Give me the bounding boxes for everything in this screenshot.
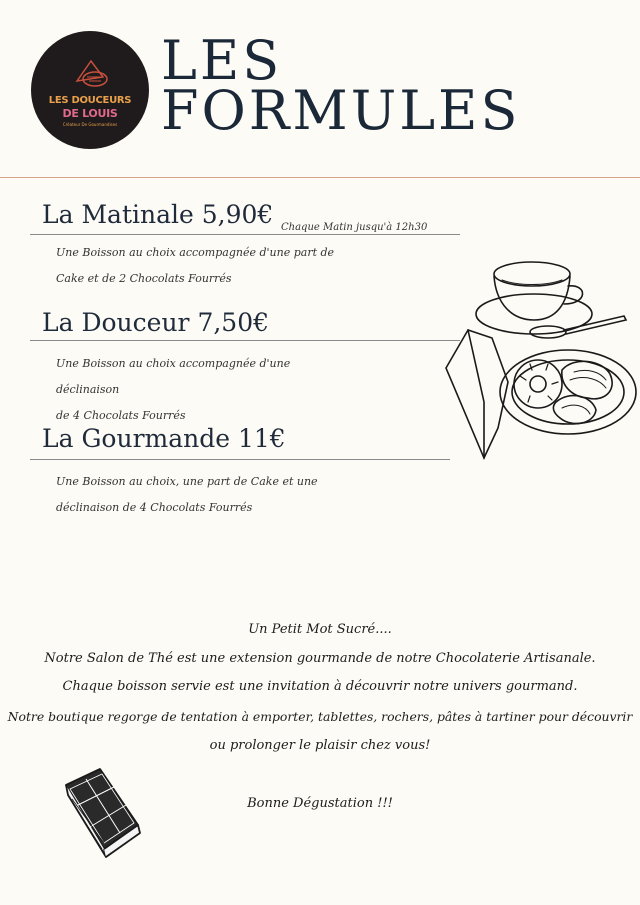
- tea-and-pastries-illustration: [442, 252, 640, 462]
- page-title-line1: LES: [161, 29, 283, 92]
- logo-text-line1: LES DOUCEURS: [48, 95, 132, 106]
- formule-matinale-title: La Matinale 5,90€: [42, 200, 274, 229]
- logo-tagline: Créateur De Gourmandises: [62, 122, 118, 127]
- pastry-bag-icon: [69, 53, 111, 93]
- formule-divider: [30, 340, 460, 341]
- description-line: Une Boisson au choix accompagnée d'une part de: [56, 246, 335, 259]
- logo-text-line2: DE LOUIS: [62, 107, 118, 120]
- formule-gourmande-title: La Gourmande 11€: [42, 424, 286, 453]
- message-line: Chaque boisson servie est une invitation à découvrir notre univers gourmand.: [62, 679, 578, 694]
- description-line: Une Boisson au choix accompagnée d'une déclinaison: [56, 357, 291, 396]
- page-title-line2: FORMULES: [161, 79, 521, 142]
- description-line: Une Boisson au choix, une part de Cake et une: [56, 475, 318, 488]
- formule-divider: [30, 234, 460, 235]
- description-line: Cake et de 2 Chocolats Fourrés: [56, 272, 232, 285]
- message-line: Notre Salon de Thé est une extension gourmande de notre Chocolaterie Artisanale.: [44, 651, 596, 666]
- formule-douceur-description: [56, 351, 356, 429]
- description-line: déclinaison de 4 Chocolats Fourrés: [56, 501, 253, 514]
- header-divider: [0, 177, 640, 178]
- message-line: Notre boutique regorge de tentation à emporter, tablettes, rochers, pâtes à tartiner pour découvrir: [7, 709, 633, 724]
- formule-matinale-note: Chaque Matin jusqu'à 12h30: [281, 222, 428, 233]
- formule-divider: [30, 459, 450, 460]
- message-line: ou prolonger le plaisir chez vous!: [209, 738, 431, 753]
- formule-matinale-description: [56, 240, 356, 292]
- chocolate-bar-illustration: [60, 765, 144, 861]
- description-line: de 4 Chocolats Fourrés: [56, 409, 186, 422]
- formule-gourmande-description: [56, 469, 356, 521]
- closing-text: Bonne Dégustation !!!: [247, 796, 393, 811]
- message-title: Un Petit Mot Sucré....: [248, 622, 392, 637]
- formule-douceur-title: La Douceur 7,50€: [42, 308, 270, 337]
- brand-logo: [31, 31, 149, 149]
